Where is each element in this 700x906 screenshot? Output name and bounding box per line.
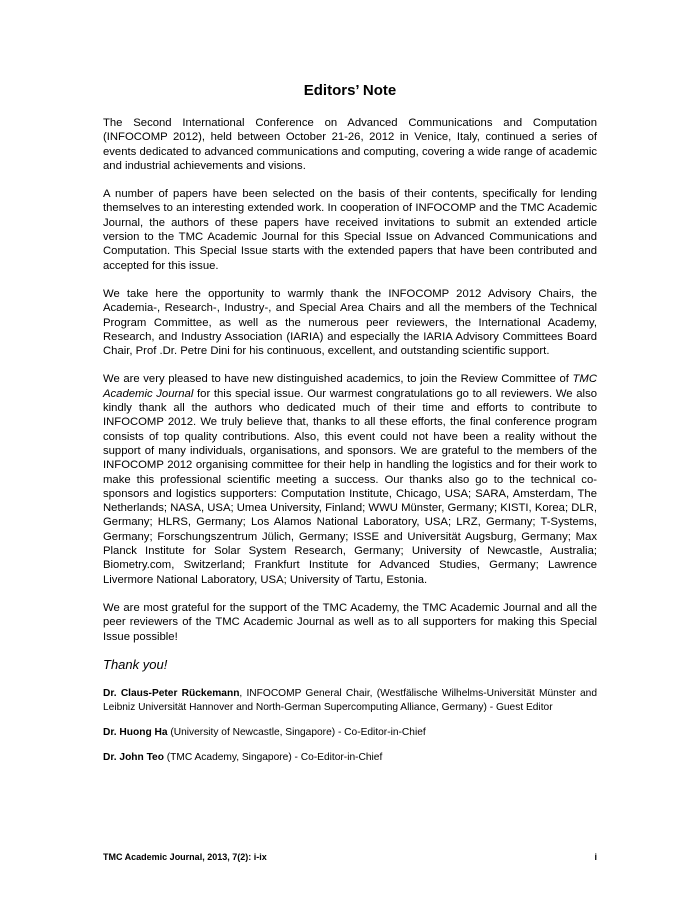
signature-name: Dr. Claus-Peter Rückemann [103, 688, 240, 700]
signature-role: (University of Newcastle, Singapore) - Co-Editor-in-Chief [167, 726, 426, 738]
paragraph-acknowledgements: We take here the opportunity to warmly thank the INFOCOMP 2012 Advisory Chairs, the Academia-, Research-, Industry-, and Special Area Chairs and all the members of the Technical Program Committee, as well as the numerous peer reviewers, the International Academy, Research, and Industry Association (IARIA) and especially the IARIA Advisory Committees Board Chair, Prof .Dr. Petre Dini for his continuous, excellent, and outstanding scientific support. [103, 287, 597, 358]
signature-name: Dr. John Teo [103, 752, 164, 764]
paragraph-selection: A number of papers have been selected on the basis of their contents, specifically for lending themselves to an interesting extended work. In cooperation of INFOCOMP and the TMC Academic Journal, the authors of these papers have received invitations to submit an extended article version to the TMC Academic Journal for this Special Issue on Advanced Communications and Computation. This Special Issue starts with the extended papers that have been contributed and accepted for this issue. [103, 188, 597, 272]
paragraph-text: We are very pleased to have new distinguished academics, to join the Review Committee of [103, 373, 573, 386]
paragraph-text: for this special issue. Our warmest congratulations go to all reviewers. We also kindly thank all the authors who dedicated much of their time and efforts to contribute to INFOCOMP 2012. We truly believe that, thanks to all these efforts, the final conference program consists of top quality contributions. Also, this event could not have been a reality without the support of many individuals, organisations, and sponsors. We are grateful to the members of the INFOCOMP 2012 organising committee for their help in handling the logistics and for their work to make this professional scientific meeting a success. Our thanks also go to the technical co-sponsors and logistics supporters: Computation Institute, Chicago, USA; SARA, Amsterdam, The Netherlands; NASA, USA; Umea University, Finland; WWU Münster, Germany; KISTI, Korea; DLR, Germany; HLRS, Germany; Los Alamos National Laboratory, USA; LRZ, Germany; T-Systems, Germany; Forschungszentrum Jülich, Germany; ISSE and Universität Augsburg, Germany; Max Planck Institute for Solar System Research, Germany; University of Newcastle, Australia; Biometry.com, Switzerland; Frankfurt Institute for Advanced Studies, Germany; Lawrence Livermore National Laboratory, USA; University of Tartu, Estonia. [103, 387, 597, 586]
paragraph-reviewers-sponsors [103, 372, 597, 586]
document-body [103, 116, 597, 777]
page-footer [103, 852, 597, 862]
signature-role: (TMC Academy, Singapore) - Co-Editor-in-Chief [163, 752, 383, 764]
signature-guest-editor [103, 687, 597, 714]
signature-name: Dr. Huong Ha [103, 726, 168, 738]
paragraph-gratitude: We are most grateful for the support of the TMC Academy, the TMC Academic Journal and all the peer reviewers of the TMC Academic Journal as well as to all supporters for making this Special Issue possible! [103, 601, 597, 643]
journal-name-italic: TMC Academic Journal [103, 373, 597, 400]
page-number: i [594, 852, 597, 862]
page-title: Editors’ Note [303, 82, 397, 99]
paragraph-intro: The Second International Conference on Advanced Communications and Computation (INFOCOMP 2012), held between October 21-26, 2012 in Venice, Italy, continued a series of events dedicated to advanced communications and computing, covering a wide range of academic and industrial achievements and visions. [103, 117, 597, 172]
footer-citation: TMC Academic Journal, 2013, 7(2): i-ix [103, 852, 267, 862]
thank-you-line: Thank you! [103, 656, 168, 672]
signature-role: , INFOCOMP General Chair, (Westfälische Wilhelms-Universität Münster and Leibniz Universität Hannover and North-German Supercomputing Alliance, Germany) - Guest Editor [103, 688, 598, 713]
signature-co-editor [103, 726, 597, 739]
signature-co-editor [103, 751, 597, 764]
